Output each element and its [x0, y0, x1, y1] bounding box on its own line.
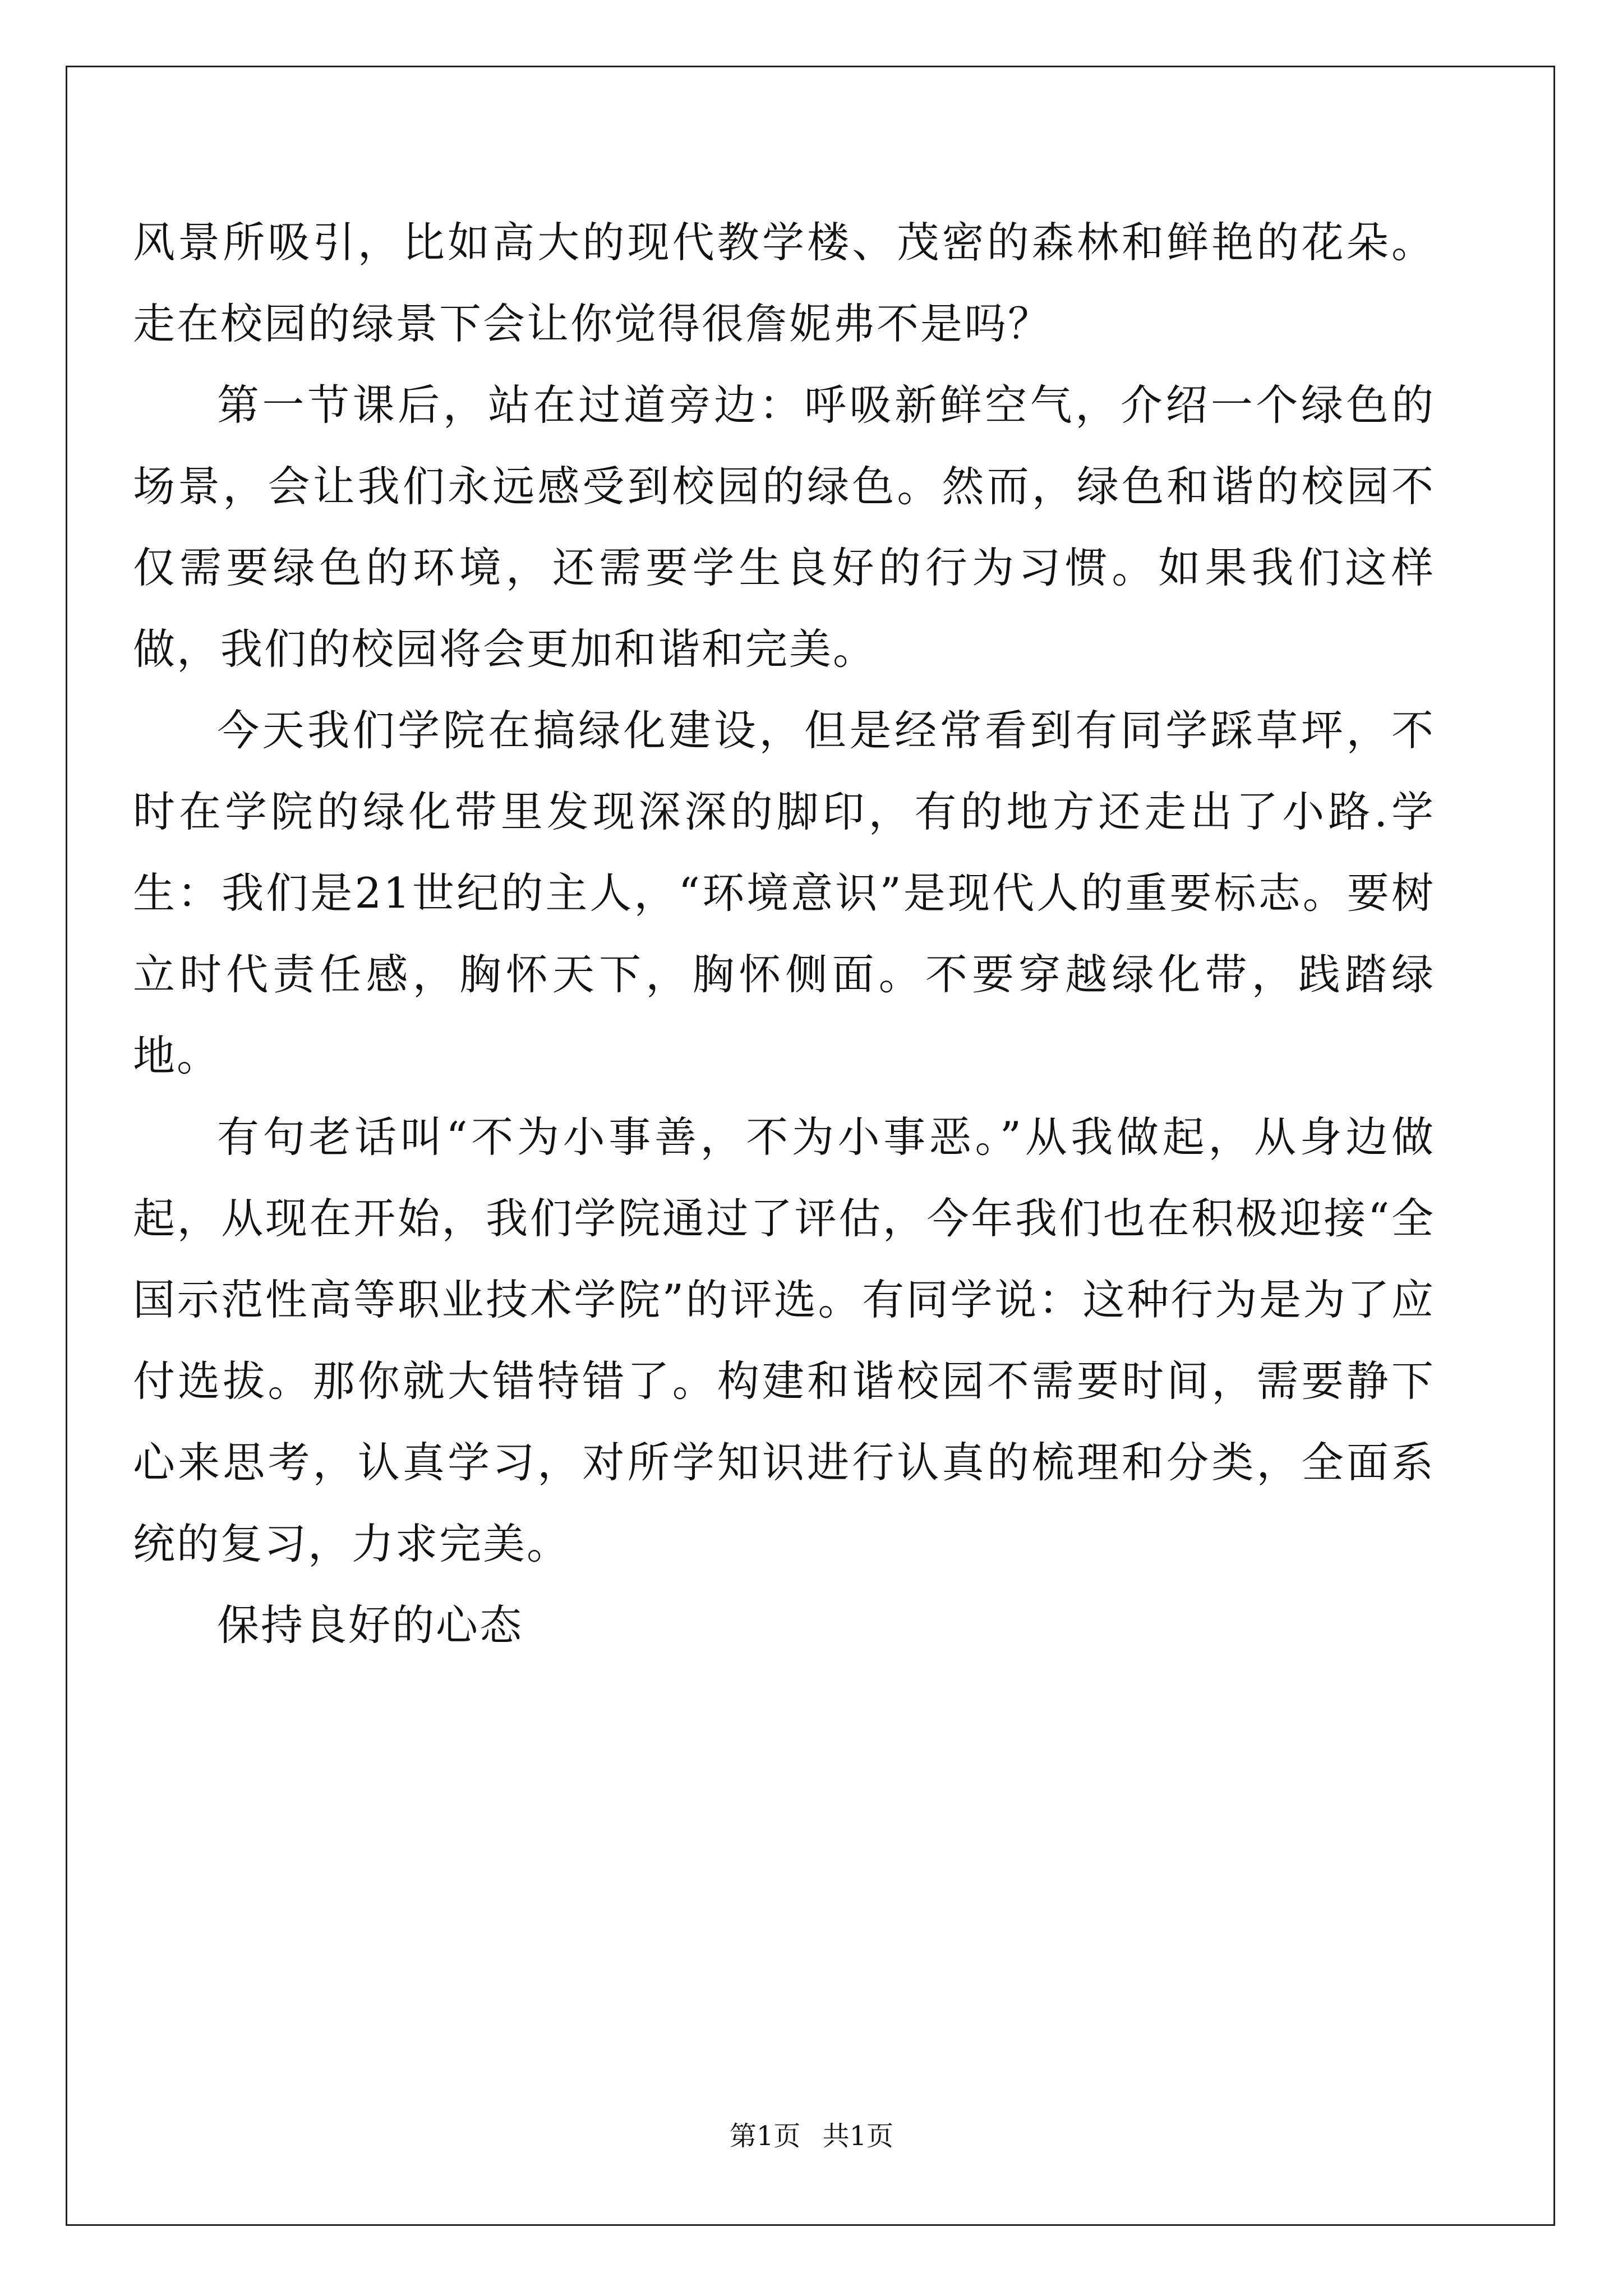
page-total: 共1页: [822, 2120, 894, 2152]
page-footer: [0, 2119, 1623, 2153]
paragraph-1: 风景所吸引，比如高大的现代教学楼、茂密的森林和鲜艳的花朵。走在校园的绿景下会让你觉得很詹妮弗不是吗？: [133, 218, 1435, 348]
paragraph-5: 保持良好的心态: [217, 1600, 524, 1650]
document-body: [133, 202, 1435, 1666]
paragraph-4: 有句老话叫“不为小事善，不为小事恶。”从我做起，从身边做起，从现在开始，我们学院通过了评估，今年我们也在积极迎接“全国示范性高等职业技术学院”的评选。有同学说：这种行为是为了应付选拔。那你就大错特错了。构建和谐校园不需要时间，需要静下心来思考，认真学习，对所学知识进行认真的梳理和分类，全面系统的复习，力求完美。: [133, 1112, 1435, 1568]
page-number: 第1页: [729, 2120, 801, 2152]
paragraph-2: 第一节课后，站在过道旁边：呼吸新鲜空气，介绍一个绿色的场景，会让我们永远感受到校园的绿色。然而，绿色和谐的校园不仅需要绿色的环境，还需要学生良好的行为习惯。如果我们这样做，我们的校园将会更加和谐和完美。: [133, 380, 1435, 674]
paragraph-3: 今天我们学院在搞绿化建设，但是经常看到有同学踩草坪，不时在学院的绿化带里发现深深的脚印，有的地方还走出了小路.学生：我们是21世纪的主人，“环境意识”是现代人的重要标志。要树立时代责任感，胸怀天下，胸怀侧面。不要穿越绿化带，践踏绿地。: [133, 706, 1435, 1080]
